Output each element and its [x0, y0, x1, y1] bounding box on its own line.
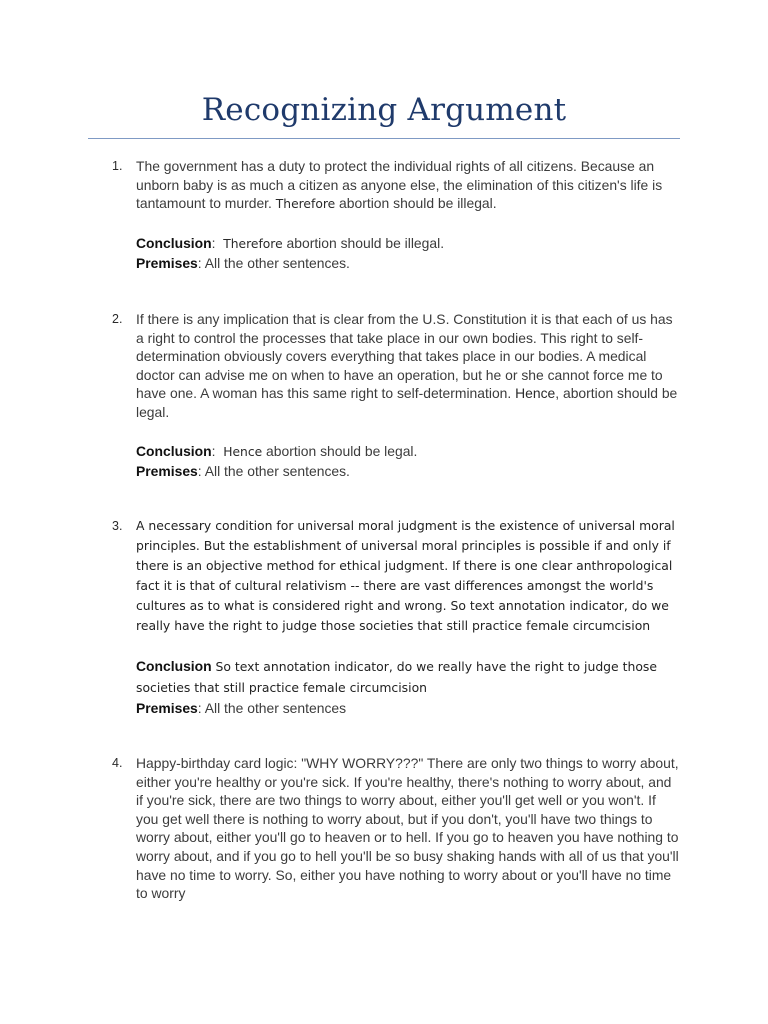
premises-line: Premises: All the other sentences. — [136, 463, 350, 479]
argument-text: If there is any implication that is clear from the U.S. Constitution it is that each of us has a right to control the processes that take place in our own bodies. This right to self-determination obviously covers everything that takes place in our bodies. A medical doctor can advise me on when to have an operation, but he or she cannot force me to have one. A woman has this same right to self-determination. Hence, abortion should be legal. — [136, 311, 678, 420]
argument-item-3 — [112, 516, 682, 636]
conclusion-line: Conclusion: Therefore abortion should be illegal. — [136, 235, 445, 251]
conclusion-label: Conclusion — [136, 443, 212, 459]
argument-item-1 — [112, 157, 682, 214]
indicator-word: Hence — [515, 385, 556, 402]
premises-label: Premises — [136, 463, 198, 479]
item-number: 2. — [112, 312, 123, 326]
premises-label: Premises — [136, 255, 198, 271]
premises-line: Premises: All the other sentences. — [136, 255, 350, 271]
indicator-word: Therefore — [275, 197, 336, 212]
premises-line: Premises: All the other sentences — [136, 700, 347, 716]
analysis-item-2 — [136, 442, 686, 481]
analysis-item-1 — [136, 234, 686, 273]
conclusion-line: Conclusion: Hence abortion should be legal. — [136, 443, 418, 459]
item-number: 4. — [112, 756, 123, 770]
item-number: 1. — [112, 159, 123, 173]
argument-item-4 — [112, 754, 682, 903]
conclusion-label: Conclusion — [136, 658, 212, 674]
conclusion-label: Conclusion — [136, 235, 212, 251]
argument-text: A necessary condition for universal moral judgment is the existence of universal moral principles. But the establishment of universal moral principles is possible if and only if there is an objective method for ethical judgment. If there is one clear anthropological fact it is that of cultural relativism -- there are vast differences amongst the world's cultures as to what is considered right and wrong. So text annotation indicator, do we really have the right to judge those societies that still practice female circumcision — [136, 518, 675, 633]
argument-text: The government has a duty to protect the individual rights of all citizens. Because an unborn baby is as much a citizen as anyone else, the elimination of this citizen's life is tantamount to murder. Therefore abortion should be illegal. — [136, 158, 663, 212]
analysis-item-3 — [136, 656, 686, 718]
conclusion-line: Conclusion So text annotation indicator, do we really have the right to judge those societies that still practice female circumcision — [136, 658, 657, 695]
item-number: 3. — [112, 519, 123, 533]
argument-item-2 — [112, 310, 682, 422]
argument-text: Happy-birthday card logic: "WHY WORRY???" There are only two things to worry about, either you're healthy or you're sick. If you're healthy, there's nothing to worry about, and if you're sick, there are two things to worry about, either you'll get well or you won't. If you get well there is nothing to worry about, but if you don't, you'll have two things to worry about, either you'll go to heaven or to hell. If you go to heaven you have nothing to worry about, and if you go to hell you'll be so busy shaking hands with all of us that you'll have no time to worry. So, either you have nothing to worry about or you'll have no time to worry — [136, 755, 679, 902]
premises-label: Premises — [136, 700, 198, 716]
page-title: Recognizing Argument — [201, 92, 567, 128]
title-divider — [88, 138, 680, 139]
